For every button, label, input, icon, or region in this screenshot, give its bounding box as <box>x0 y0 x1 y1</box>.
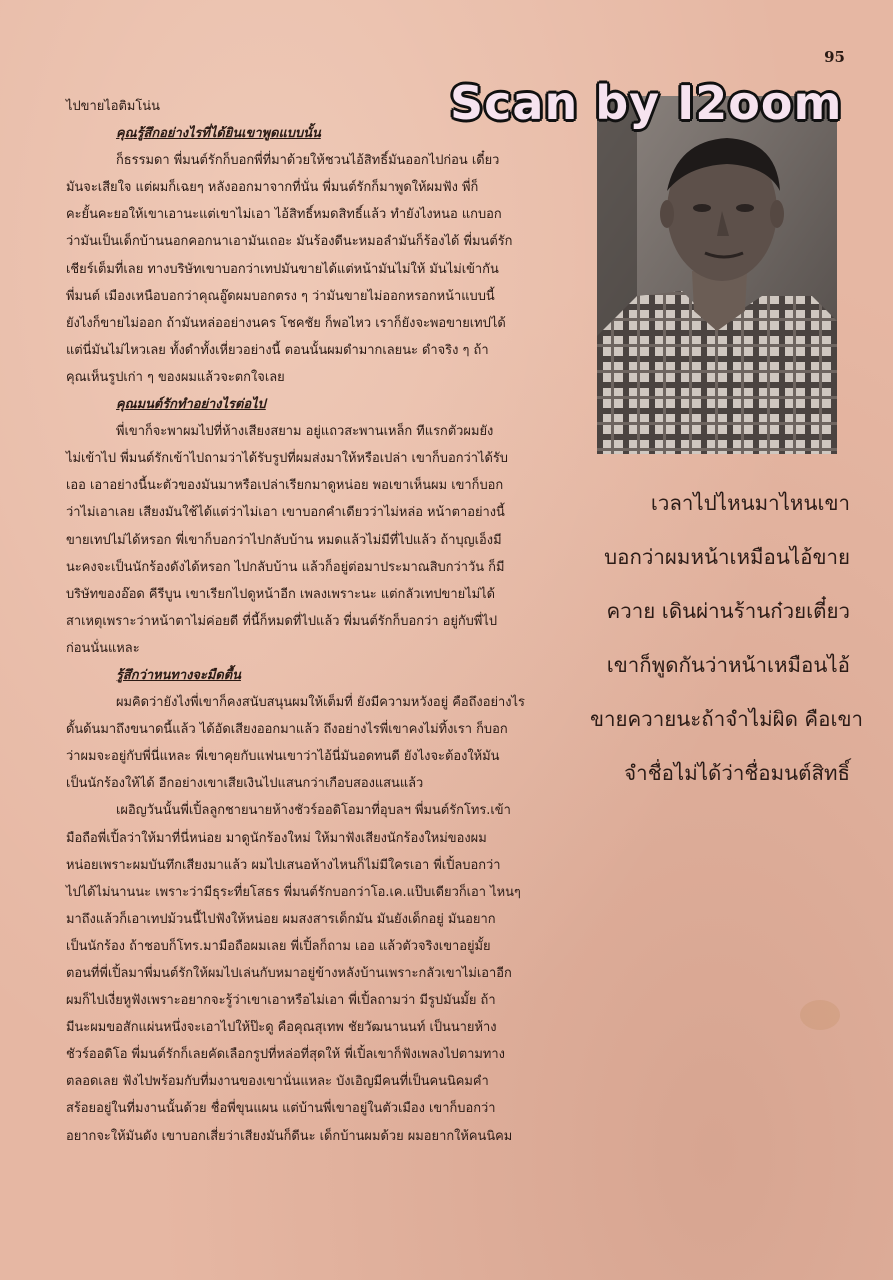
paragraph-line: ก่อนนั่นแหละ <box>66 640 140 656</box>
paragraph-line: พี่เขาก็จะพาผมไปที่ห้างเสียงสยาม อยู่แถวสะพานเหล็ก ทีแรกตัวผมยัง <box>116 424 494 440</box>
paragraph-line: แต่นี่มันไม่ไหวเลย ทั้งดำทั้งเหี่ยวอย่างนี้ ตอนนั้นผมดำมากเลยนะ ดำจริง ๆ ถ้า <box>66 342 489 358</box>
caption-line: บอกว่าผมหน้าเหมือนไอ้ขาย <box>604 545 850 569</box>
paper-stain <box>800 1000 840 1030</box>
paragraph-line: ผมก็ไปเงี่ยหูฟังเพราะอยากจะรู้ว่าเขาเอาหรือไม่เอา พี่เปิ้ลถามว่า มีรูปมันมั้ย ถ้า <box>66 993 496 1009</box>
paragraph-line: ยังไงก็ขายไม่ออก ถ้ามันหล่ออย่างนคร โชคชัย ก็พอไหว เราก็ยังจะพอขายเทปได้ <box>66 315 506 331</box>
paragraph-line: ตอนที่พี่เปิ้ลมาพี่มนต์รักให้ผมไปเล่นกับหมาอยู่ข้างหลังบ้านเพราะกลัวเขาไม่เอาอีก <box>66 966 512 981</box>
paragraph-line: ว่าไม่เอาเลย เสียงมันใช้ได้แต่ว่าไม่เอา เขาบอกคำเดียวว่าไม่หล่อ หน้าตาอย่างนี้ <box>66 505 505 521</box>
paragraph-line: มาถึงแล้วก็เอาเทปม้วนนี้ไปฟังให้หน่อย ผมสงสารเด็กมัน มันยังเด็กอยู่ มันอยาก <box>66 911 496 927</box>
caption-line: ขายควายนะถ้าจำไม่ผิด คือเขา <box>590 707 863 731</box>
paragraph-line: สาเหตุเพราะว่าหน้าตาไม่ค่อยดี ที่นี้ก็หมดที่ไปแล้ว พี่มนต์รักก็บอกว่า อยู่กับพี่ไป <box>66 613 498 629</box>
paragraph-line: สร้อยอยู่ในที่มงานนั้นด้วย ชื่อพี่ขุนแผน แต่บ้านพี่เขาอยู่ในตัวเมือง เขาก็บอกว่า <box>66 1101 496 1117</box>
section-heading: คุณมนต์รักทำอย่างไรต่อไป <box>116 397 266 413</box>
paragraph-line: เป็นนักร้อง ถ้าชอบก็โทร.มามือถือผมเลย พี่เปิ้ลก็ถาม เออ แล้วตัวจริงเขาอยู่มั้ย <box>66 938 491 954</box>
paragraph-line: เชียร์เต็มที่เลย ทางบริษัทเขาบอกว่าเทปมันขายได้แต่หน้ามันไม่ให้ มันไม่เข้ากัน <box>66 261 499 277</box>
paragraph-line: นะคงจะเป็นนักร้องดังได้หรอก ไปกลับบ้าน แล้วก็อยู่ต่อมาประมาณสิบกว่าวัน ก็มี <box>66 559 505 575</box>
section-heading: คุณรู้สึกอย่างไรที่ได้ยินเขาพูดแบบนั้น <box>116 126 321 142</box>
caption-line: เขาก็พูดกันว่าหน้าเหมือนไอ้ <box>606 653 850 677</box>
caption-line: ควาย เดินผ่านร้านก๋วยเตี๋ยว <box>606 599 850 623</box>
paragraph-line: คะยั้นคะยอให้เขาเอานะแต่เขาไม่เอา ไอ้สิทธิ์หมดสิทธิ์แล้ว ทำยังไงหนอ แกบอก <box>66 207 502 223</box>
portrait-photo-icon <box>597 96 837 454</box>
paragraph-line: พี่มนต์ เมืองเหนือบอกว่าคุณอู๊ดผมบอกตรง ๆ ว่ามันขายไม่ออกหรอกหน้าแบบนี้ <box>66 288 495 304</box>
caption-line: เวลาไปไหนมาไหนเขา <box>650 491 850 515</box>
paragraph-line: เออ เอาอย่างนี้นะตัวของมันมาหรือเปล่าเรียกมาดูหน่อย พอเขาเห็นผม เขาก็บอก <box>66 478 504 494</box>
paragraph-line: มันจะเสียใจ แต่ผมก็เฉยๆ หลังออกมาจากที่นั่น พี่มนต์รักก็มาพูดให้ผมฟัง พี่ก็ <box>66 180 479 196</box>
caption-line: จำชื่อไม่ได้ว่าชื่อมนต์สิทธิ์ <box>624 761 850 785</box>
paragraph-line: เป็นนักร้องให้ได้ อีกอย่างเขาเสียเงินไปแสนกว่าเกือบสองแสนแล้ว <box>66 776 424 792</box>
paragraph-line: อยากจะให้มันดัง เขาบอกเสี่ยว่าเสียงมันก็ดีนะ เด็กบ้านผมด้วย ผมอยากให้คนนิคม <box>66 1128 513 1144</box>
section-heading: รู้สึกว่าหนทางจะมืดตื้น <box>116 667 241 683</box>
paragraph-line: มีนะผมขอสักแผ่นหนึ่งจะเอาไปให้ป๊ะดู คือคุณสุเทพ ชัยวัฒนานนท์ เป็นนายห้าง <box>66 1020 497 1036</box>
paragraph-line: ตลอดเลย ฟังไปพร้อมกับที่มงานของเขานั่นแหละ บังเอิญมีคนที่เป็นคนนิคมคำ <box>66 1074 489 1090</box>
paragraph-line: คุณเห็นรูปเก่า ๆ ของผมแล้วจะตกใจเลย <box>66 369 285 385</box>
paragraph-line: เผอิญวันนั้นพี่เปิ้ลลูกชายนายห้างชัวร์ออดิโอมาที่อุบลฯ พี่มนต์รักโทร.เข้า <box>116 803 511 819</box>
page-number: 95 <box>824 48 845 66</box>
article-body <box>66 93 566 1150</box>
paragraph-line: ว่ามันเป็นเด็กบ้านนอกคอกนาเอามันเถอะ มันร้องดีนะหมอลำมันก็ร้องได้ พี่มนต์รัก <box>66 234 513 250</box>
watermark-text: Scan by I2oom <box>450 76 843 130</box>
paragraph-line: ไปได้ไม่นานนะ เพราะว่ามีธุระที่ยโสธร พี่มนต์รักบอกว่าโอ.เค.แป๊บเดียวก็เอา ไหนๆ <box>66 884 521 900</box>
paragraph-line: ผมคิดว่ายังไงพี่เขาก็คงสนับสนุนผมให้เต็มที่ ยังมีความหวังอยู่ คือถึงอย่างไร <box>116 695 525 711</box>
paragraph-line: ไปขายไอติมโน่น <box>66 99 160 114</box>
paragraph-line: ชัวร์ออดิโอ พี่มนต์รักก็เลยคัดเลือกรูปที่หล่อที่สุดให้ พี่เปิ้ลเขาก็ฟังเพลงไปตามทาง <box>66 1047 505 1063</box>
paragraph-line: มือถือพี่เปิ้ลว่าให้มาที่นี่หน่อย มาดูนักร้องใหม่ ให้มาฟังเสียงนักร้องใหม่ของผม <box>66 830 487 846</box>
paragraph-line: ก็ธรรมดา พี่มนต์รักก็บอกพี่ที่มาด้วยให้ชวนไอ้สิทธิ์มันออกไปก่อน เดี๋ยว <box>116 153 500 169</box>
photo-caption <box>590 476 863 800</box>
portrait-photo <box>597 96 837 454</box>
paragraph-line: บริษัทของอ๊อด คีรีบูน เขาเรียกไปดูหน้าอีก เพลงเพราะนะ แต่กลัวเทปขายไม่ได้ <box>66 586 495 602</box>
paragraph-line: ขายเทปไม่ได้หรอก พี่เขาก็บอกว่าไปกลับบ้าน หมดแล้วไม่มีที่ไปแล้ว ถ้าบุญเอ็งมี <box>66 532 502 548</box>
paragraph-line: ดั้นด้นมาถึงขนาดนี้แล้ว ได้อัดเสียงออกมาแล้ว ถึงอย่างไรพี่เขาคงไม่ทิ้งเรา ก็บอก <box>66 722 508 738</box>
paragraph-line: ว่าผมจะอยู่กับพี่นี่แหละ พี่เขาคุยกับแฟนเขาว่าไอ้นี่มันอดทนดี ยังไงจะต้องให้มัน <box>66 749 500 765</box>
paragraph-line: หน่อยเพราะผมบันทึกเสียงมาแล้ว ผมไปเสนอห้างไหนก็ไม่มีใครเอา พี่เปิ้ลบอกว่า <box>66 857 501 873</box>
paragraph-line: ไม่เข้าไป พี่มนต์รักเข้าไปถามว่าได้รับรูปที่ผมส่งมาให้หรือเปล่า เขาก็บอกว่าได้รับ <box>66 451 508 467</box>
